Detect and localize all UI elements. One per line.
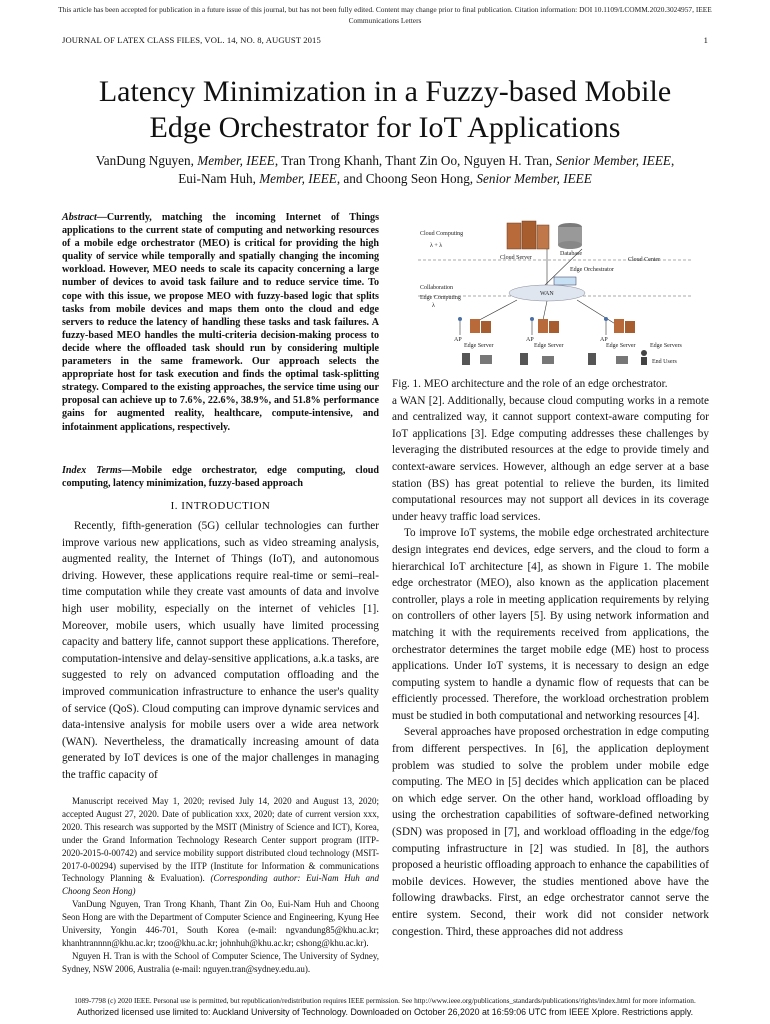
figure-caption: Fig. 1. MEO architecture and the role of an edge orchestrator. (392, 378, 668, 390)
author-text: Eui-Nam Huh, (178, 171, 260, 186)
footnotes (62, 795, 379, 976)
author-role: Senior Member, IEEE (555, 153, 671, 168)
label-collaboration: Collaboration (420, 285, 453, 291)
label-end-users: End Users (652, 359, 677, 365)
label-cloud-computing: Cloud Computing (420, 231, 464, 237)
author-text: , and Choong Seon Hong, (336, 171, 477, 186)
introduction-paragraph: Recently, fifth-generation (5G) cellular technologies can further improve various new applications, such as video streaming analysis, augmented reality, the Internet of Things (IoT), and autonomous driving. However, these applications require real-time or semi–real-time computation while they create vast amounts of data and involve high user mobility, especially on the internet of vehicles [1]. Moreover, mobile users, which usually have limited processing capacity and battery life, cannot support these applications. Therefore, computation-intensive and delay-sensitive applications, a.k.a tasks, are suggested to rely on advanced computation offloading and the improved communication infrastructure to enhance the user's quality of service (QoS). Cloud computing can improve dynamic services and data-intensive analysis for mobile users over a wide area network (WAN). Nevertheless, the dramatically increasing amount of data generated by IoT devices is one of the major challenges in managing the traffic capacity of (62, 520, 379, 781)
edge-site-2 (530, 317, 559, 335)
page-number: 1 (703, 35, 708, 45)
edge-site-1 (458, 317, 491, 335)
author-text: , (670, 153, 675, 168)
index-terms-label: Index Terms (62, 465, 122, 476)
banner-line-2: Communications Letters (348, 16, 422, 25)
figure-caption-and-text (392, 376, 709, 940)
author-role: Member, IEEE (197, 153, 275, 168)
abstract (62, 211, 379, 434)
label-edge-computing: Edge Computing (420, 295, 461, 301)
label-ap-2: AP (526, 337, 534, 343)
label-cloud-server: Cloud Server (500, 255, 532, 261)
label-edge-server-3: Edge Server (606, 343, 636, 349)
footnote-affiliation: VanDung Nguyen, Tran Trong Khanh, Thant Zin Oo, Eui-Nam Huh and Choong Seon Hong are with the Department of Computer Science and Engineering, Kyung Hee University, Yongin 446-701, South Korea (e-mail: ngvandung85@khu.ac.kr; khanhtrannnn@khu.ac.kr; tzoo@khu.ac.kr; johnhuh@khu.ac.kr; cshong@khu.ac.kr). (62, 899, 379, 948)
label-lambda-cloud: λ + λ (430, 243, 443, 249)
accepted-banner (0, 4, 770, 26)
label-edge-server-2: Edge Server (534, 343, 564, 349)
index-terms (62, 464, 379, 490)
label-edge-server-1: Edge Server (464, 343, 494, 349)
label-wan: WAN (540, 291, 554, 297)
label-database: Database (560, 251, 582, 257)
right-paragraph-1: a WAN [2]. Additionally, because cloud computing works in a remote and centralized way, it cannot support context-aware computing for IoT applications [3]. Edge computing addresses these challenges by leveraging the distributed resources at the edge to provide timely and context-aware services. However, although an edge server at a base station (BS) has great potential to relieve the burden, its limited computational resources may not support all devices in its coverage under heavy traffic load services. (392, 394, 709, 523)
database-icon (558, 223, 582, 249)
index-terms-text: —Mobile edge orchestrator, edge computing, cloud computing, latency minimization, fuzzy-based approach (62, 465, 379, 490)
title-line-1: Latency Minimization in a Fuzzy-based Mobile (98, 75, 672, 108)
title-line-2: Edge Orchestrator for IoT Applications (149, 111, 621, 144)
author-text: VanDung Nguyen, (95, 153, 198, 168)
banner-line-1: This article has been accepted for publication in a future issue of this journal, but has not been fully edited. Content may change prior to final publication. Citation information: DOI 10.1109/LCOMM.2020.3024957, IEEE (58, 5, 712, 14)
running-header (62, 35, 708, 45)
footnote-manuscript: Manuscript received May 1, 2020; revised July 14, 2020 and August 13, 2020; accepted August 27, 2020. Date of publication xxx, 2020; date of current version xxx, 2020. This research was supported by the MSIT (Ministry of Science and ICT), Korea, under the Grand Information Technology Research Center support program (IITP-2020-2015-0-00742) and service mobility support distributed cloud technology (MSIT-2017-0-00294) supervised by the IITP (Institute for Information & communications Technology Planning & Evaluation). (Corresponding author: Eui-Nam Huh and Choong Seon Hong) (62, 796, 379, 897)
paper-title (40, 74, 730, 146)
copyright-line: 1089-7798 (c) 2020 IEEE. Personal use is permitted, but republication/redistribution requires IEEE permission. See http://www.ieee.org/publications_standards/publications/rights/index.html for more information. (74, 996, 696, 1005)
label-cloud-center: Cloud Center (628, 257, 661, 263)
right-paragraph-2: To improve IoT systems, the mobile edge orchestrated architecture design integrates end devices, edge servers, and the cloud to form a hierarchical IoT architecture [4], as shown in Figure 1. The mobile edge orchestrator (MEO), also known as the application placement controller, plays a role in meeting application requirements by relying on controllers of other layers [5]. By using network information and matching it with the requirements received from applications, the orchestrator determines the target mobile edge (ME) host to process applications. Under IoT systems, it is necessary to design an edge computing system to handle a dynamic flow of requests that can be efficiently processed. Therefore, the workload orchestration problem must be studied in both computational and networking resources [4]. (392, 527, 709, 722)
author-text: , Tran Trong Khanh, Thant Zin Oo, Nguyen H. Tran, (274, 153, 556, 168)
cloud-server-icon (507, 221, 549, 249)
footnote-affiliation-2: Nguyen H. Tran is with the School of Computer Science, The University of Sydney, Sydney, NSW 2006, Australia (e-mail: nguyen.tran@sydney.edu.au). (62, 950, 379, 974)
edge-orchestrator-icon (554, 277, 576, 285)
label-ap-1: AP (454, 337, 462, 343)
journal-name: JOURNAL OF LATEX CLASS FILES, VOL. 14, NO. 8, AUGUST 2015 (62, 35, 321, 45)
label-ap-3: AP (600, 337, 608, 343)
end-user-devices (462, 350, 647, 365)
author-list (50, 152, 720, 188)
right-paragraph-3: Several approaches have proposed orchestration in edge computing from different perspectives. In [6], the application deployment problem was studied to solve the problem under mobile edge computing. The MEO in [5] decides which application can be placed on which edge server. On the other hand, workload offloading by using the orchestration capabilities of software-defined networking (SDN) was proposed in [7], and workload offloading in the edge/fog computing infrastructure in [2] was studied. In [8], the authors proposed a heuristic offloading approach to enhance the capabilities of mobile devices. However, the studies mentioned above have the following drawbacks. First, an edge orchestrator cannot serve the entire system. Second, their work did not consider network congestion. Third, these approaches did not address (392, 726, 709, 938)
author-role: Senior Member, IEEE (476, 171, 592, 186)
abstract-label: Abstract (62, 212, 97, 223)
license-line: Authorized licensed use limited to: Auckland University of Technology. Downloaded on October 26,2020 at 16:59:06 UTC from IEEE Xplore. Restrictions apply. (76, 1007, 694, 1017)
section-heading-introduction: I. INTRODUCTION (170, 500, 271, 512)
figure-1-meo-architecture (392, 213, 712, 373)
label-lambda-edge: λ (432, 303, 435, 309)
abstract-text: —Currently, matching the incoming Internet of Things applications to the current state of computing and networking resources of a mobile edge orchestrator (MEO) is critical for providing the high quality of service while temporally and spatially changing the incoming workload. However, MEO needs to scale its capacity concerning a large number of devices to avoid task failure and to reduce service time. To cope with this issue, we propose MEO with fuzzy-based logic that splits tasks from mobile devices and maps them onto the cloud and edge servers to reduce the latency of handling these tasks and task failures. A fuzzy-based MEO handles the multi-criteria decision-making process to decide where the offloaded task should run by considering multiple parameters in the same framework. Our approach selects the appropriate host for task execution and finds the optimal task-splitting strategy. Compared to the existing approaches, the service time using our proposal can achieve up to 7.6%, 22.6%, 38.9%, and 51.8% performance gains for augmented reality, healthcare, compute-intensive, and infotainment applications, respectively. (62, 212, 379, 433)
label-edge-orchestrator: Edge Orchestrator (570, 267, 614, 273)
label-edge-servers: Edge Servers (650, 343, 682, 349)
author-role: Member, IEEE (259, 171, 337, 186)
